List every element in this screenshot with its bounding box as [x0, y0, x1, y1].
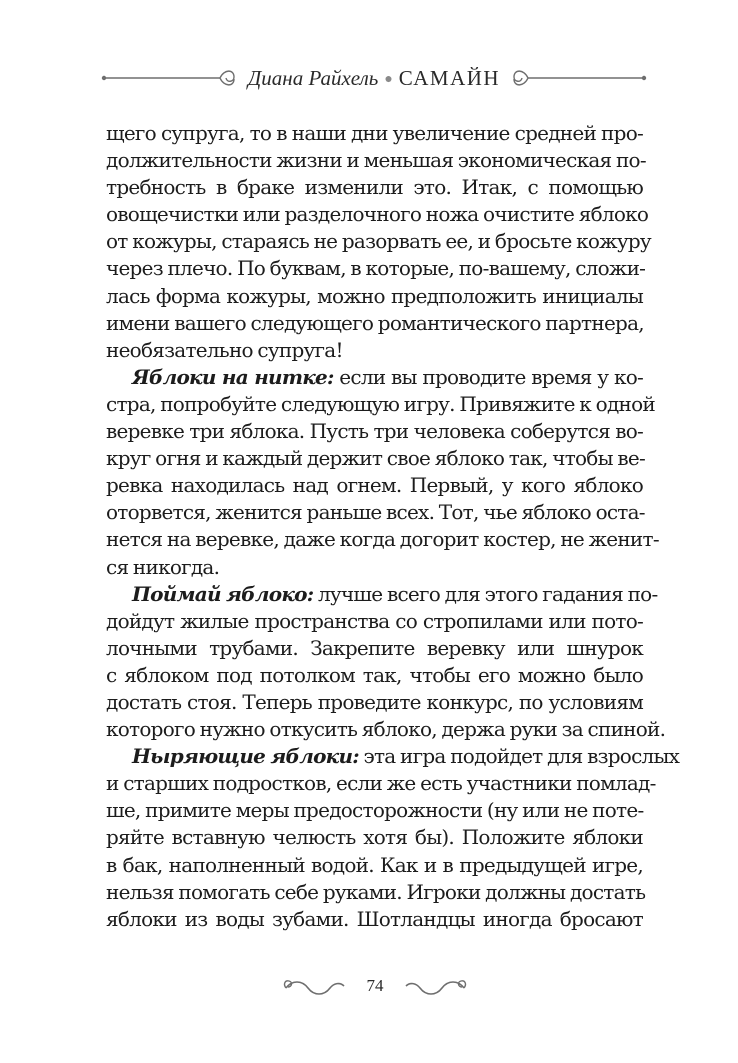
text-line: имени вашего следующего романтического партнера, — [106, 310, 644, 335]
text-line: должительности жизни и меньшая экономическая по- — [106, 148, 646, 173]
text-line: которого нужно откусить яблоко, держа руки за спиной. — [106, 717, 666, 742]
paragraph-lead: Яблоки на нитке: — [132, 364, 334, 389]
text-line: щего супруга, то в наши дни увеличение средней про- — [106, 121, 643, 145]
text-line: стра, попробуйте следующую игру. Привяжите к одной — [106, 391, 655, 416]
page-body-text — [106, 120, 680, 933]
text-line: лочными трубами. Закрепите веревку или шнурок — [106, 635, 643, 660]
page-footer — [280, 972, 470, 1002]
text-line: достать стоя. Теперь проведите конкурс, по условиям — [106, 689, 643, 714]
paragraph-catch-apple-first-line — [106, 581, 658, 608]
text-line: лась форма кожуры, можно предположить инициалы — [106, 283, 643, 308]
text-line: ше, примите меры предосторожности (ну или не поте- — [106, 798, 644, 823]
paragraph-apples-on-string-first-line — [106, 364, 643, 391]
text-run: эта игра подойдет для взрослых — [358, 744, 680, 769]
text-run: если вы проводите время у ко- — [333, 364, 643, 389]
text-line: нется на веревке, даже когда догорит костер, не женит- — [106, 527, 659, 552]
text-line: нельзя помогать себе руками. Игроки должны достать — [106, 879, 646, 904]
book-author: Диана Райхель — [247, 66, 379, 90]
text-line: круг огня и каждый держит свое яблоко так, чтобы ве- — [106, 446, 645, 471]
text-line: необязательно супруга! — [106, 337, 343, 362]
page-number: 74 — [366, 976, 384, 995]
text-line: ряйте вставную челюсть хотя бы). Положите яблоки — [106, 825, 643, 850]
running-header — [100, 60, 648, 96]
text-line: овощечистки или разделочного ножа очистите яблоко — [106, 202, 649, 227]
text-line: яблоки из воды зубами. Шотландцы иногда бросают — [106, 906, 643, 931]
text-line: ревка находилась над огнем. Первый, у кого яблоко — [106, 473, 643, 498]
header-separator: ● — [384, 72, 393, 87]
text-line: оторвется, женится раньше всех. Тот, чье яблоко оста- — [106, 500, 645, 525]
text-line: в бак, наполненный водой. Как и в предыдущей игре, — [106, 852, 643, 877]
text-line: с яблоком под потолком так, чтобы его можно было — [106, 662, 643, 687]
text-line: через плечо. По буквам, в которые, по-вашему, сложи- — [106, 256, 646, 281]
text-line: требность в браке изменили это. Итак, с помощью — [106, 175, 643, 200]
book-title: САМАЙН — [398, 66, 501, 90]
paragraph-diving-apples-first-line — [106, 743, 680, 770]
text-line: от кожуры, стараясь не разорвать ее, и бросьте кожуру — [106, 229, 651, 254]
paragraph-lead: Ныряющие яблоки: — [132, 744, 359, 769]
paragraph-lead: Поймай яблоко: — [132, 581, 314, 606]
text-line: веревке три яблока. Пусть три человека соберутся во- — [106, 419, 643, 444]
header-text — [100, 66, 648, 94]
text-line: и старших подростков, если же есть участники помлад- — [106, 771, 656, 796]
text-line: дойдут жилые пространства со стропилами или пото- — [106, 608, 643, 633]
text-run: лучше всего для этого гадания по- — [313, 581, 658, 606]
text-line: ся никогда. — [106, 554, 220, 579]
